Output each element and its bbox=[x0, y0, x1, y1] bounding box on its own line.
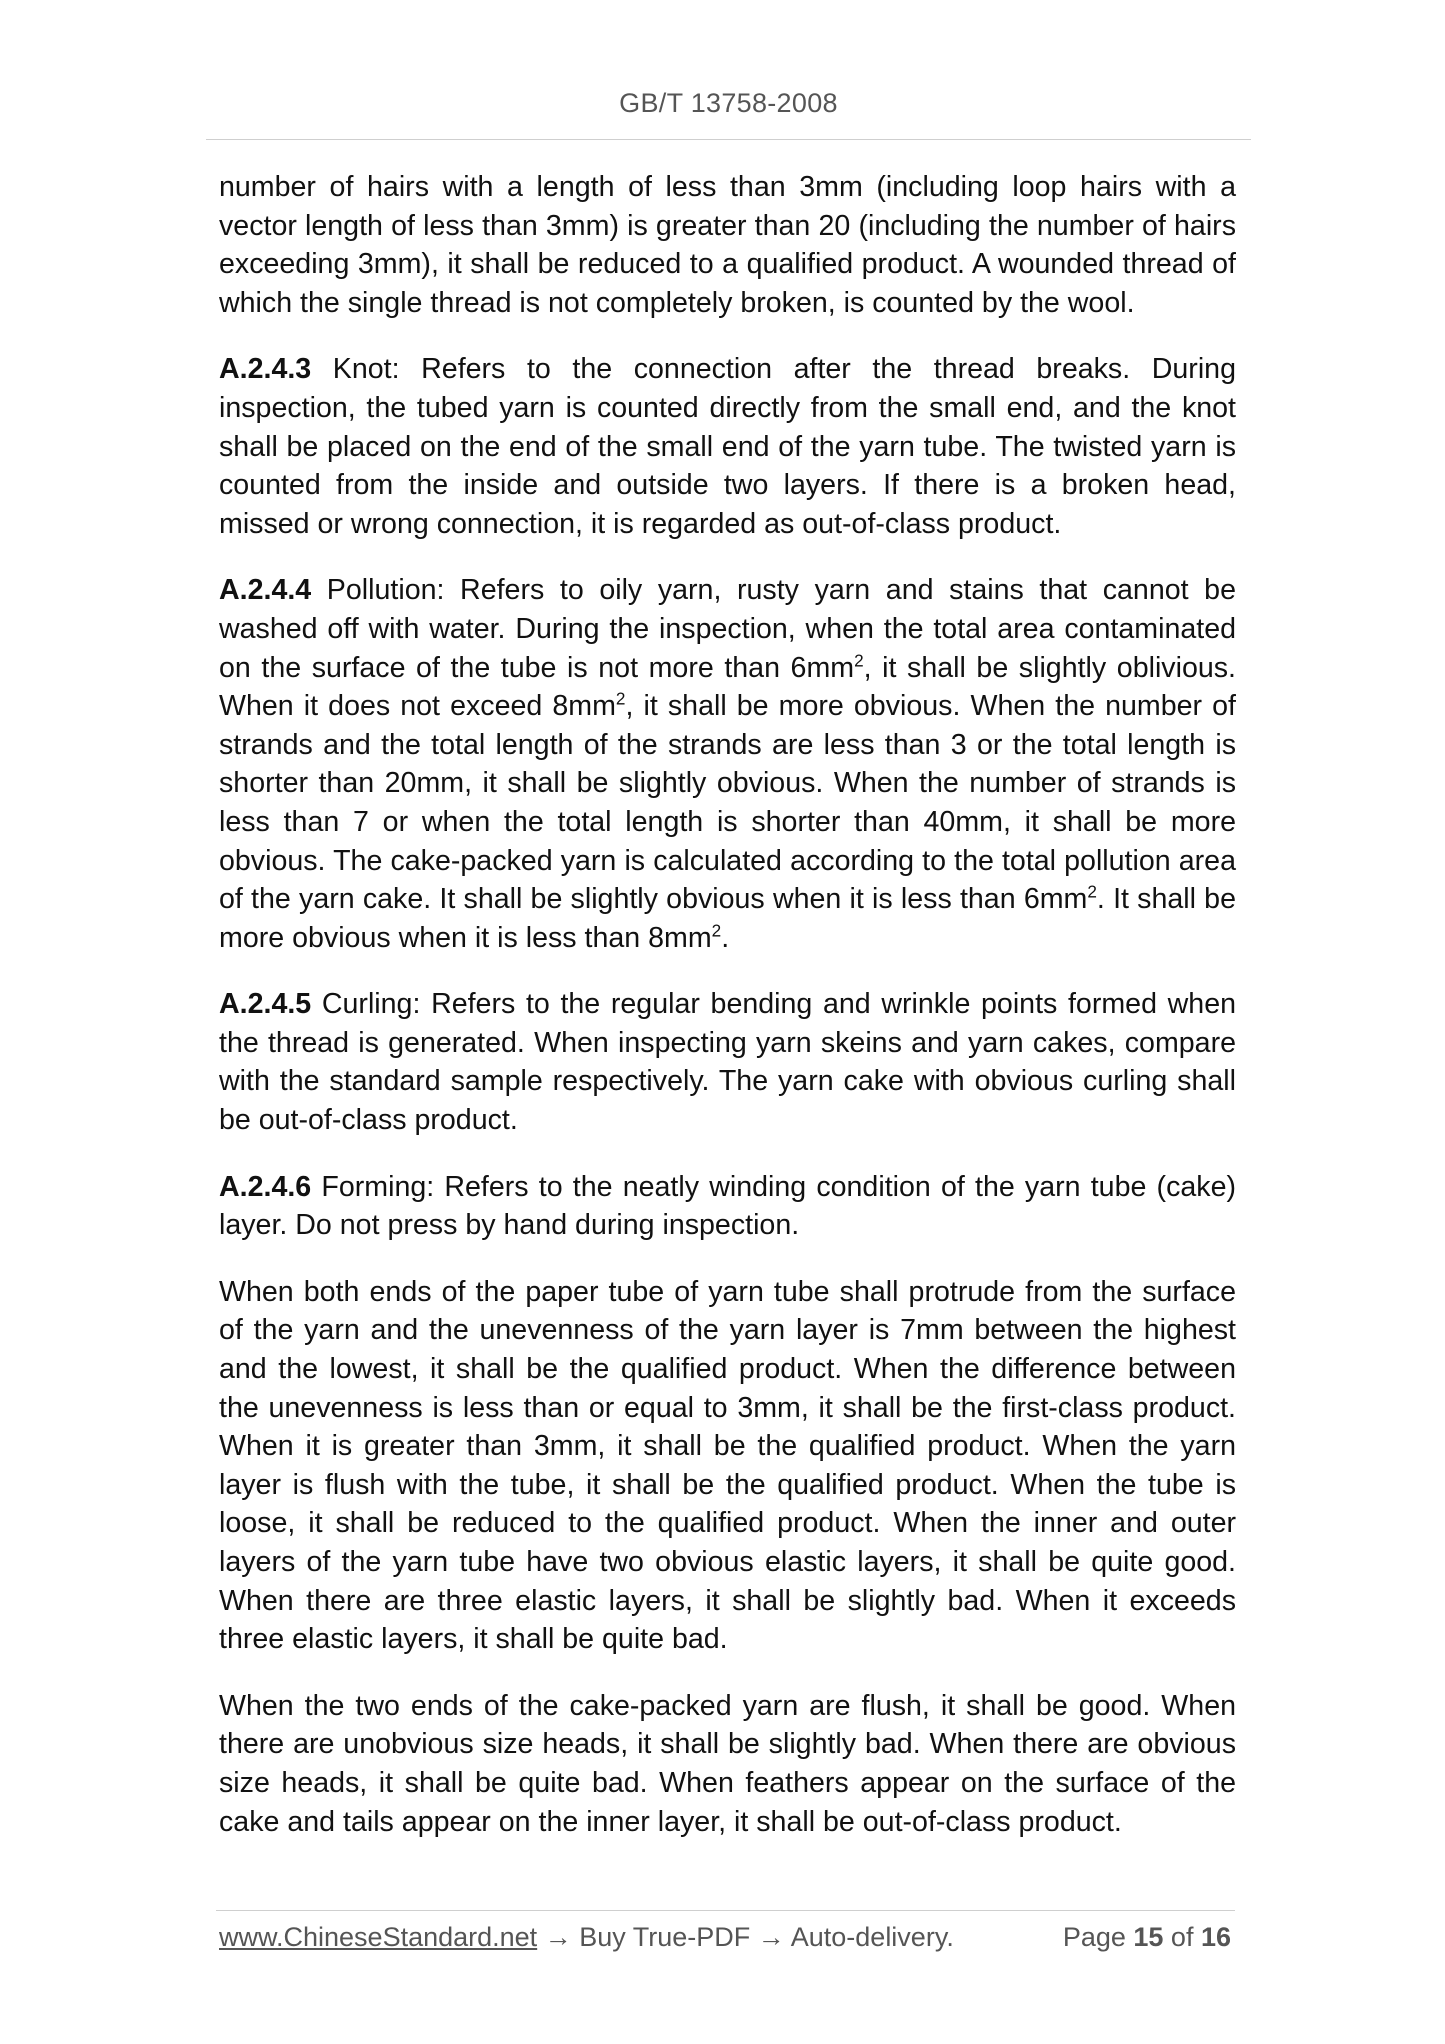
clause-text: . bbox=[721, 921, 730, 954]
clause-text: Pollution: Refers to oily yarn, rusty yarn and stains that cannot be washed off with water. During the inspection, when the total area contaminated on the surface of the tube is not more than 6mm bbox=[219, 574, 1236, 684]
page-indicator bbox=[1063, 1922, 1231, 1953]
page-header bbox=[206, 80, 1251, 140]
footer-promo-text: → Buy True-PDF → Auto-delivery. bbox=[537, 1922, 954, 1952]
paragraph-text: When both ends of the paper tube of yarn tube shall protrude from the surface of the yarn and the unevenness of the yarn layer is 7mm between the highest and the lowest, it shall be the qualified product. When the difference between the unevenness is less than or equal to 3mm, it shall be the first-class product. When it is greater than 3mm, it shall be the qualified product. When the yarn layer is flush with the tube, it shall be the qualified product. When the tube is loose, it shall be reduced to the qualified product. When the inner and outer layers of the yarn tube have two obvious elastic layers, it shall be quite good. When there are three elastic layers, it shall be slightly bad. When it exceeds three elastic layers, it shall be quite bad. bbox=[219, 1275, 1236, 1656]
clause-text: , it shall be slightly oblivious. When it does not exceed 8mm bbox=[219, 651, 1236, 723]
current-page-number: 15 bbox=[1133, 1922, 1164, 1952]
clause-text: , it shall be more obvious. When the number of strands and the total length of the strands are less than 3 or the total length is shorter than 20mm, it shall be slightly obvious. When the number of strands is less than 7 or when the total length is shorter than 40mm, it shall be more obvious. The cake-packed yarn is calculated according to the total pollution area of the yarn cake. It shall be slightly obvious when it is less than 6mm bbox=[219, 690, 1236, 916]
clause-number: A.2.4.3 bbox=[219, 353, 312, 386]
clause-a-2-4-6 bbox=[219, 1168, 1236, 1245]
clause-text: Forming: Refers to the neatly winding condition of the yarn tube (cake) layer. Do not press by hand during inspection. bbox=[219, 1170, 1236, 1242]
document-body bbox=[219, 168, 1236, 1869]
clause-number: A.2.4.4 bbox=[219, 574, 312, 607]
clause-a-2-4-5 bbox=[219, 985, 1236, 1139]
website-link[interactable]: www.ChineseStandard.net bbox=[219, 1922, 538, 1952]
paragraph-text: number of hairs with a length of less than 3mm (including loop hairs with a vector length of less than 3mm) is greater than 20 (including the number of hairs exceeding 3mm), it shall be reduced to a qualified product. A wounded thread of which the single thread is not completely broken, is counted by the wool. bbox=[219, 171, 1236, 319]
paragraph-forming-tube bbox=[219, 1273, 1236, 1659]
clause-text: Knot: Refers to the connection after the thread breaks. During inspection, the tubed yarn is counted directly from the small end, and the knot shall be placed on the end of the small end of the yarn tube. The twisted yarn is counted from the inside and outside two layers. If there is a broken head, missed or wrong connection, it is regarded as out-of-class product. bbox=[219, 353, 1236, 540]
clause-a-2-4-3 bbox=[219, 350, 1236, 543]
paragraph-text: When the two ends of the cake-packed yarn are flush, it shall be good. When there are unobvious size heads, it shall be slightly bad. When there are obvious size heads, it shall be quite bad. When feathers appear on the surface of the cake and tails appear on the inner layer, it shall be out-of-class product. bbox=[219, 1689, 1236, 1838]
paragraph-forming-cake bbox=[219, 1687, 1236, 1841]
superscript: 2 bbox=[1087, 881, 1097, 902]
of-label: of bbox=[1163, 1922, 1201, 1952]
clause-number: A.2.4.6 bbox=[219, 1170, 312, 1203]
superscript: 2 bbox=[854, 650, 864, 671]
footer-divider bbox=[216, 1910, 1235, 1911]
footer-promo bbox=[219, 1922, 954, 1953]
clause-text: Curling: Refers to the regular bending and wrinkle points formed when the thread is generated. When inspecting yarn skeins and yarn cakes, compare with the standard sample respectively. The yarn cake with obvious curling shall be out-of-class product. bbox=[219, 988, 1236, 1137]
clause-number: A.2.4.5 bbox=[219, 988, 312, 1021]
page-label: Page bbox=[1062, 1922, 1134, 1952]
clause-text: . It shall be more obvious when it is less than 8mm bbox=[219, 883, 1236, 954]
superscript: 2 bbox=[711, 920, 722, 941]
superscript: 2 bbox=[615, 688, 626, 709]
page-footer bbox=[219, 1922, 1231, 1962]
paragraph-continued bbox=[219, 168, 1236, 322]
total-pages-number: 16 bbox=[1200, 1922, 1231, 1952]
document-code: GB/T 13758-2008 bbox=[619, 88, 838, 118]
clause-a-2-4-4 bbox=[219, 571, 1236, 957]
